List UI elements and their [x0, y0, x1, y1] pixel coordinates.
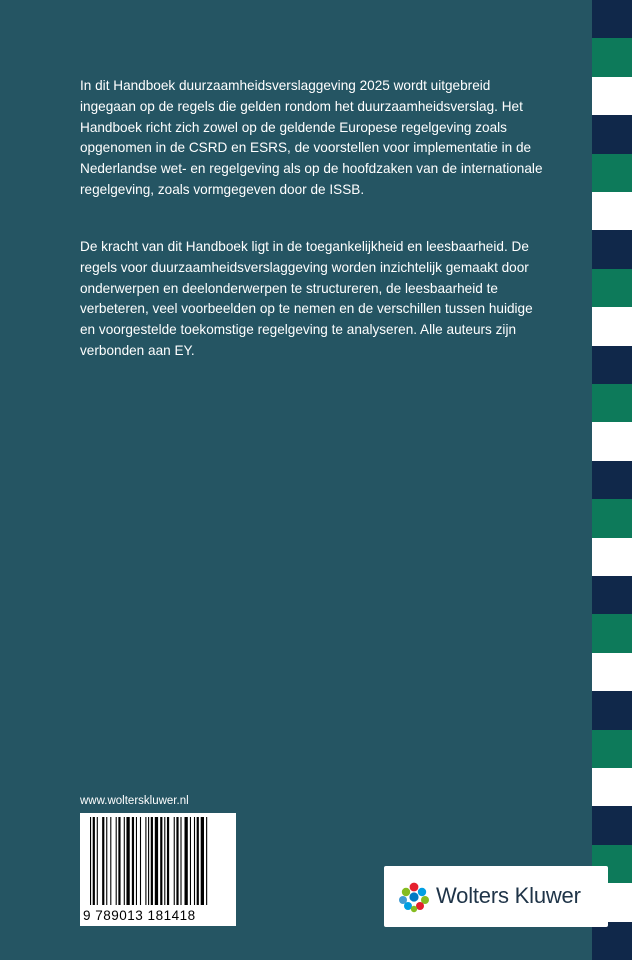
- spine-stripe-green: [592, 384, 632, 422]
- barcode-bar: [197, 817, 199, 905]
- spine-stripe-navy: [592, 806, 632, 845]
- spine-stripe-green: [592, 499, 632, 538]
- spine-stripe-green: [592, 614, 632, 653]
- spine-stripe-white: [592, 422, 632, 461]
- wolters-kluwer-globe-icon: [398, 881, 430, 913]
- spine-stripe-navy: [592, 691, 632, 730]
- spine-stripe-navy: [592, 0, 632, 38]
- barcode-bar: [167, 817, 169, 905]
- spine-stripe-white: [592, 307, 632, 346]
- spine-stripe-white: [592, 192, 632, 230]
- barcode-bar: [136, 817, 137, 905]
- isbn-number: 9 789013 181418: [83, 908, 196, 923]
- barcode-bar: [102, 817, 104, 905]
- blurb-paragraph-2: De kracht van dit Handboek ligt in de toegankelijkheid en leesbaarheid. De regels voor duurzaamheidsverslaggeving worden inzichtelijk gemaakt door onderwerpen en deelonderwerpen te structureren, de leesbaarheid te verbeteren, veel voorbeelden op te nemen en de verschillen tussen huidige en voorgestelde toekomstige regelgeving te analyseren. Alle auteurs zijn verbonden aan EY.: [80, 239, 533, 358]
- spine-stripe-navy: [592, 346, 632, 384]
- spine-stripe-green: [592, 38, 632, 77]
- barcode-bar: [116, 817, 117, 905]
- barcode-bar: [90, 817, 91, 905]
- barcode-bar: [145, 817, 146, 905]
- spine-stripe-navy: [592, 230, 632, 269]
- barcode-bar: [190, 817, 191, 905]
- barcode-bar: [93, 817, 95, 905]
- barcode-bar: [164, 817, 165, 905]
- spine-stripe-navy: [592, 461, 632, 499]
- spine-stripe-green: [592, 154, 632, 192]
- isbn-barcode: [80, 813, 236, 926]
- spine-stripe-navy: [592, 922, 632, 960]
- spine-stripe-white: [592, 768, 632, 806]
- barcode-bar: [148, 817, 149, 905]
- blurb-paragraph-1: In dit Handboek duurzaamheidsverslaggeving 2025 wordt uitgebreid ingegaan op de regels die gelden rondom het duurzaamheidsverslag. Het Handboek richt zich zowel op de geldende Europese regelgeving zoals opgenomen in de CSRD en ESRS, de voorstellen voor implementatie in de Nederlandse wet- en regelgeving als op de hoofdzaken van de internationale regelgeving, zoals vormgegeven door de ISSB.: [80, 78, 543, 197]
- barcode-bar: [176, 817, 178, 905]
- spine-stripe-white: [592, 538, 632, 576]
- spine-stripe-green: [592, 269, 632, 307]
- barcode-bar: [110, 817, 111, 905]
- spine-stripe-navy: [592, 115, 632, 154]
- barcode-bar: [206, 817, 207, 905]
- barcode-bar: [201, 817, 204, 905]
- publisher-wordmark: Wolters Kluwer: [436, 883, 581, 908]
- spine-stripe-white: [592, 77, 632, 115]
- barcode-bar: [124, 817, 125, 905]
- barcode-bar: [118, 817, 120, 905]
- barcode-bar: [174, 817, 175, 905]
- striped-spine: [592, 0, 632, 960]
- barcode-bar: [180, 817, 181, 905]
- barcode-bar: [185, 817, 188, 905]
- barcode-bar: [155, 817, 158, 905]
- spine-stripe-white: [592, 653, 632, 691]
- barcode-bar: [126, 817, 129, 905]
- barcode-bar: [97, 817, 98, 905]
- barcode-bar: [151, 817, 153, 905]
- publisher-logo: [384, 866, 608, 927]
- barcode-bar: [132, 817, 134, 905]
- spine-stripe-navy: [592, 576, 632, 614]
- publisher-website: www.wolterskluwer.nl: [80, 795, 189, 807]
- barcode-bar: [160, 817, 162, 905]
- spine-stripe-green: [592, 730, 632, 768]
- barcode-bar: [106, 817, 107, 905]
- barcode-bars: [80, 813, 236, 908]
- barcode-bar: [194, 817, 195, 905]
- barcode-bar: [140, 817, 141, 905]
